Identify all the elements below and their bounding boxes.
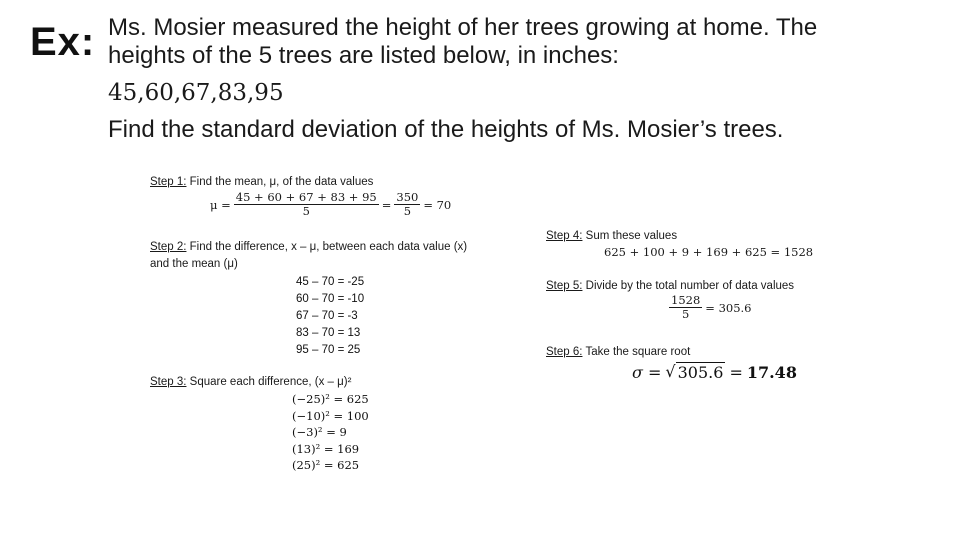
step5-equation — [666, 294, 752, 321]
step4-expression: 625 + 100 + 9 + 169 + 625 = 1528 — [604, 245, 814, 259]
step1-result: = 70 — [423, 197, 452, 212]
step1-sum-expr: 45 + 60 + 67 + 83 + 95 — [235, 190, 377, 204]
sqrt-icon: √ — [665, 362, 676, 381]
step4-label: Step 4: — [546, 230, 583, 242]
step2-text-2: and the mean (μ) — [150, 258, 238, 270]
step5-denominator: 5 — [681, 307, 690, 321]
step6-sigma: σ = — [632, 362, 662, 382]
step3-heading — [150, 376, 351, 388]
step2-text: Find the difference, x – μ, between each data value (x) — [189, 241, 468, 253]
list-item: (−25)² = 625 — [292, 392, 369, 406]
step1-text: Find the mean, μ, of the data values — [189, 176, 374, 188]
problem-question: Find the standard deviation of the heights of Ms. Mosier’s trees. — [108, 116, 784, 143]
problem-line-2: heights of the 5 trees are listed below, in inches: — [108, 42, 619, 69]
step1-equals: = — [381, 197, 392, 212]
step1-fraction — [234, 191, 379, 218]
step2-heading — [150, 241, 467, 253]
step6-text: Take the square root — [585, 346, 691, 358]
step5-label: Step 5: — [546, 280, 583, 292]
step5-result: = 305.6 — [705, 300, 752, 315]
step4-heading — [546, 230, 677, 242]
list-item: (−3)² = 9 — [292, 425, 347, 439]
step3-label: Step 3: — [150, 376, 187, 388]
step1-heading — [150, 176, 373, 188]
step3-list — [292, 391, 369, 474]
list-item: 83 – 70 = 13 — [296, 327, 361, 339]
list-item: 95 – 70 = 25 — [296, 344, 361, 356]
list-item: (13)² = 169 — [292, 441, 360, 456]
step2-list — [296, 274, 364, 359]
list-item: 60 – 70 = -10 — [296, 293, 365, 305]
list-item: (25)² = 625 — [292, 458, 360, 472]
step2-label: Step 2: — [150, 241, 187, 253]
step6-equation — [632, 362, 797, 382]
step5-numerator: 1528 — [671, 293, 701, 307]
step1-equation — [210, 191, 451, 218]
step5-fraction — [669, 294, 702, 321]
step6-label: Step 6: — [546, 346, 583, 358]
list-item: 67 – 70 = -3 — [296, 310, 358, 322]
step1-mu: μ = — [210, 197, 231, 212]
step1-sum-value: 350 — [396, 190, 419, 204]
problem-line-1: Ms. Mosier measured the height of her trees growing at home. The — [108, 14, 818, 41]
list-item: 45 – 70 = -25 — [296, 276, 365, 288]
step4-text: Sum these values — [585, 230, 678, 242]
step5-text: Divide by the total number of data values — [585, 280, 795, 292]
step3-text: Square each difference, (x – μ)² — [189, 376, 352, 388]
step6-equals: = — [729, 362, 743, 382]
step6-heading — [546, 346, 690, 358]
step1-denominator-2: 5 — [403, 204, 412, 218]
step1-denominator: 5 — [302, 204, 310, 218]
step1-label: Step 1: — [150, 176, 187, 188]
step1-fraction-2 — [394, 191, 420, 218]
step6-sqrt — [665, 362, 725, 382]
step5-heading — [546, 280, 794, 292]
step6-radicand: 305.6 — [677, 363, 724, 382]
step6-result: 17.48 — [746, 362, 797, 382]
example-label: Ex: — [30, 20, 96, 64]
list-item: (−10)² = 100 — [292, 408, 369, 423]
data-values: 45,60,67,83,95 — [108, 80, 284, 106]
